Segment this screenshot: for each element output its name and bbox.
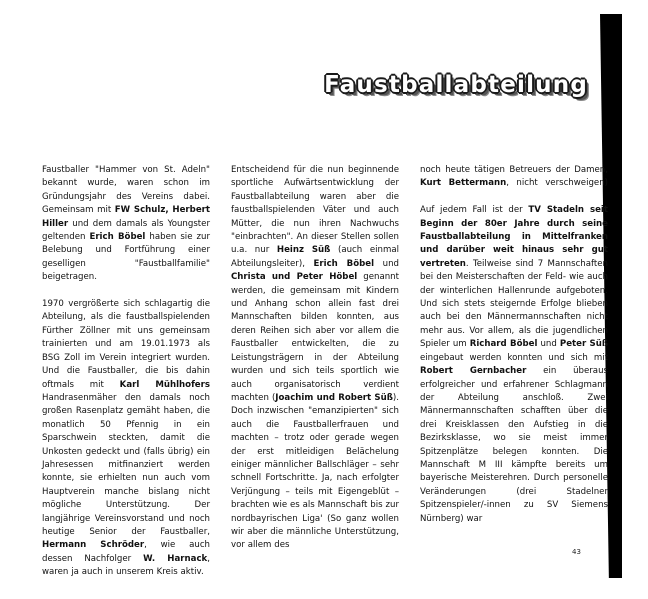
article-columns xyxy=(42,164,609,580)
text-column-2 xyxy=(231,164,399,580)
paragraph: Entscheidend für die nun beginnende sportliche Aufwärtsentwicklung der Faustballabteilung waren aber die faustballspielenden Väter und auch Mütter, die nun ihren Nachwuchs "einbrachten". An dieser Stellen sollen u.a. nur Heinz Süß (auch einmal Abteilungsleiter), Erich Böbel und Christa und Peter Höbel genannt werden, die gemeinsam mit Kindern und Anhang schon allein fast drei Mannschaften bilden konnten, aus deren Reihen sich aber vor allem die Faustballer entwickelten, die zu Leistungsträgern in der Abteilung wurden und sich teils sportlich wie auch organisatorisch verdient machten (Joachim und Robert Süß). Doch inzwischen "emanzipierten" sich auch die Faustballerfrauen und machten – trotz oder gerade wegen der erst mitleidigen Belächelung einiger männlicher Ballschläger – sehr schnell Fortschritte. Ja, nach erfolgter Verjüngung – teils mit Eigengeblüt – brachten wie es als Mannschaft bis zur nordbayrischen Liga' (So ganz wollen wir aber die männliche Unterstützung, vor allem des xyxy=(231,165,399,551)
paragraph: noch heute tätigen Betreuers der Damen, Kurt Bettermann, nicht verschweigen) xyxy=(420,165,609,189)
text-column-3 xyxy=(420,164,608,580)
paragraph: 1970 vergrößerte sich schlagartig die Abteilung, als die faustballspielenden Fürther Zöllner mit uns gemeinsam trainierten und am 19.01.1973 als BSG Zoll im Verein integriert wurden. Und die Faustballer, die bis dahin oftmals mit Karl Mühlhofers Handrasenmäher den damals noch großen Rasenplatz gemäht haben, die monatlich 50 Pfennig in ein Sparschwein steckten, damit die Unkosten gedeckt und (falls übrig) ein Jahresessen mitfinanziert werden konnte, sie erhielten nun auch vom Hauptverein manche bislang nicht mögliche Unterstützung. Der langjährige Vereinsvorstand und noch heutige Senior der Faustballer, Hermann Schröder, wie auch dessen Nachfolger W. Harnack, waren ja auch in unserem Kreis aktiv. xyxy=(42,299,210,578)
text-column-1 xyxy=(42,164,210,580)
paragraph: Faustballer "Hammer von St. Adeln" bekannt wurde, waren schon im Gründungsjahr des Vereins dabei. Gemeinsam mit FW Schulz, Herbert Hiller und dem damals als Youngster geltenden Erich Böbel haben sie zur Belebung und Fortführung einer geselligen "Faustballfamilie" beigetragen. xyxy=(42,165,210,283)
paragraph: Auf jedem Fall ist der TV Stadeln seit Beginn der 80er Jahre durch seine Faustballabteilung in Mittelfranken und darüber weit hinaus sehr gut vertreten. Teilweise sind 7 Mannschaften bei den Meisterschaften der Feld- wie auch der winterlichen Hallenrunde aufgeboten. Und sich stets steigernde Erfolge blieben auch bei den Männermannschaften nicht mehr aus. Vor allem, als die jugendlichen Spieler um Richard Böbel und Peter Süß eingebaut werden konnten und sich mit Robert Gernbacher ein überaus erfolgreicher und erfahrener Schlagmann der Abteilung anschloß. Zwei Männermannschaften schafften über die drei Kreisklassen den Aufstieg in die Bezirksklasse, wo sie meist immer Spitzenplätze belegen konnten. Die Mannschaft M III kämpfte bereits um bayerische Meisterehren. Durch personelle Veränderungen (drei Stadelner Spitzenspieler/-innen zu SV Siemens Nürnberg) war xyxy=(420,205,609,524)
page-number: 43 xyxy=(572,548,581,556)
page-right-margin xyxy=(622,0,648,599)
masthead xyxy=(0,72,600,116)
page-title: Faustballabteilung xyxy=(324,72,588,98)
